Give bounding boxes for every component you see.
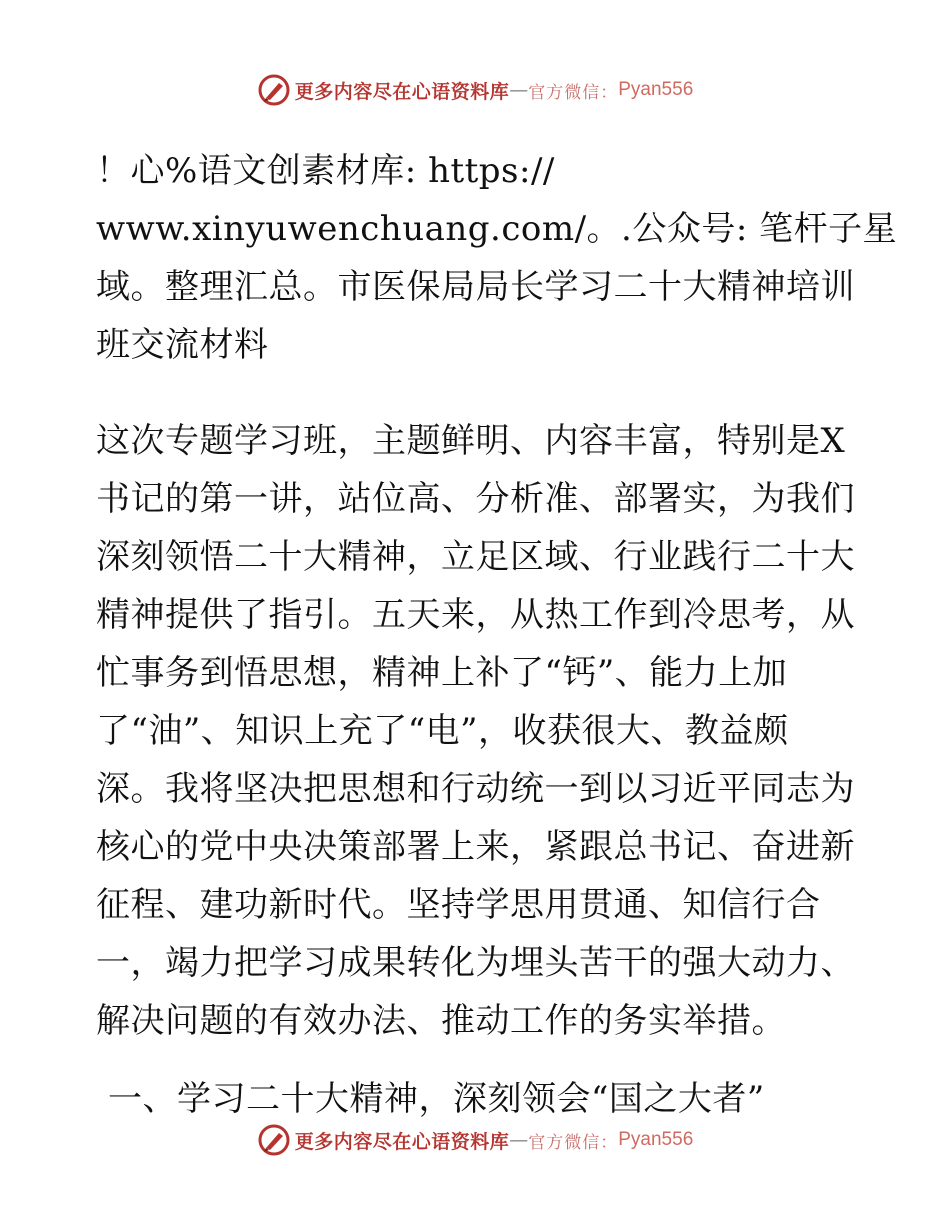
header-promo-dash: — bbox=[509, 79, 529, 101]
header-promo-subtitle: 官方微信： bbox=[528, 82, 619, 103]
body-line: 精神提供了指引。五天来，从热工作到冷思考，从 bbox=[96, 595, 855, 635]
body-line: 忙事务到悟思想，精神上补了“钙”、能力上加 bbox=[96, 653, 788, 693]
section-heading: 一、学习二十大精神，深刻领会“国之大者” bbox=[108, 1079, 765, 1119]
footer-promo-id: Pyan556 bbox=[618, 1129, 694, 1150]
body-line: 书记的第一讲，站位高、分析准、部署实，为我们 bbox=[96, 479, 855, 519]
footer-promo-dash: — bbox=[509, 1129, 529, 1151]
pen-logo-icon bbox=[257, 1123, 291, 1157]
header-promo-text: 更多内容尽在心语资料库 bbox=[294, 80, 510, 103]
body-line: 核心的党中央决策部署上来，紧跟总书记、奋进新 bbox=[96, 827, 855, 867]
footer-watermark bbox=[0, 1120, 950, 1160]
header-watermark bbox=[0, 70, 950, 110]
document-body bbox=[96, 124, 898, 1128]
intro-line: 域。整理汇总。市医保局局长学习二十大精神培训 bbox=[96, 267, 855, 307]
body-line: 深。我将坚决把思想和行动统一到以习近平同志为 bbox=[96, 769, 855, 809]
body-line: 深刻领悟二十大精神，立足区域、行业践行二十大 bbox=[96, 537, 855, 577]
body-line: 解决问题的有效办法、推动工作的务实举措。 bbox=[96, 1001, 786, 1041]
pen-logo-icon bbox=[257, 73, 291, 107]
body-line: 这次专题学习班，主题鲜明、内容丰富，特别是X bbox=[96, 421, 846, 461]
intro-line: www.xinyuwenchuang.com/。.公众号: 笔杆子星 bbox=[96, 209, 898, 249]
body-line: 一，竭力把学习成果转化为埋头苦干的强大动力、 bbox=[96, 943, 855, 983]
header-promo-id: Pyan556 bbox=[618, 79, 694, 100]
footer-promo-subtitle: 官方微信： bbox=[528, 1132, 619, 1153]
intro-line: 班交流材料 bbox=[96, 325, 269, 365]
body-line: 征程、建功新时代。坚持学思用贯通、知信行合 bbox=[96, 885, 821, 925]
footer-promo-text: 更多内容尽在心语资料库 bbox=[294, 1130, 510, 1153]
body-line: 了“油”、知识上充了“电”，收获很大、教益颇 bbox=[96, 711, 789, 751]
intro-line: ！心%语文创素材库: https:// bbox=[96, 151, 555, 191]
